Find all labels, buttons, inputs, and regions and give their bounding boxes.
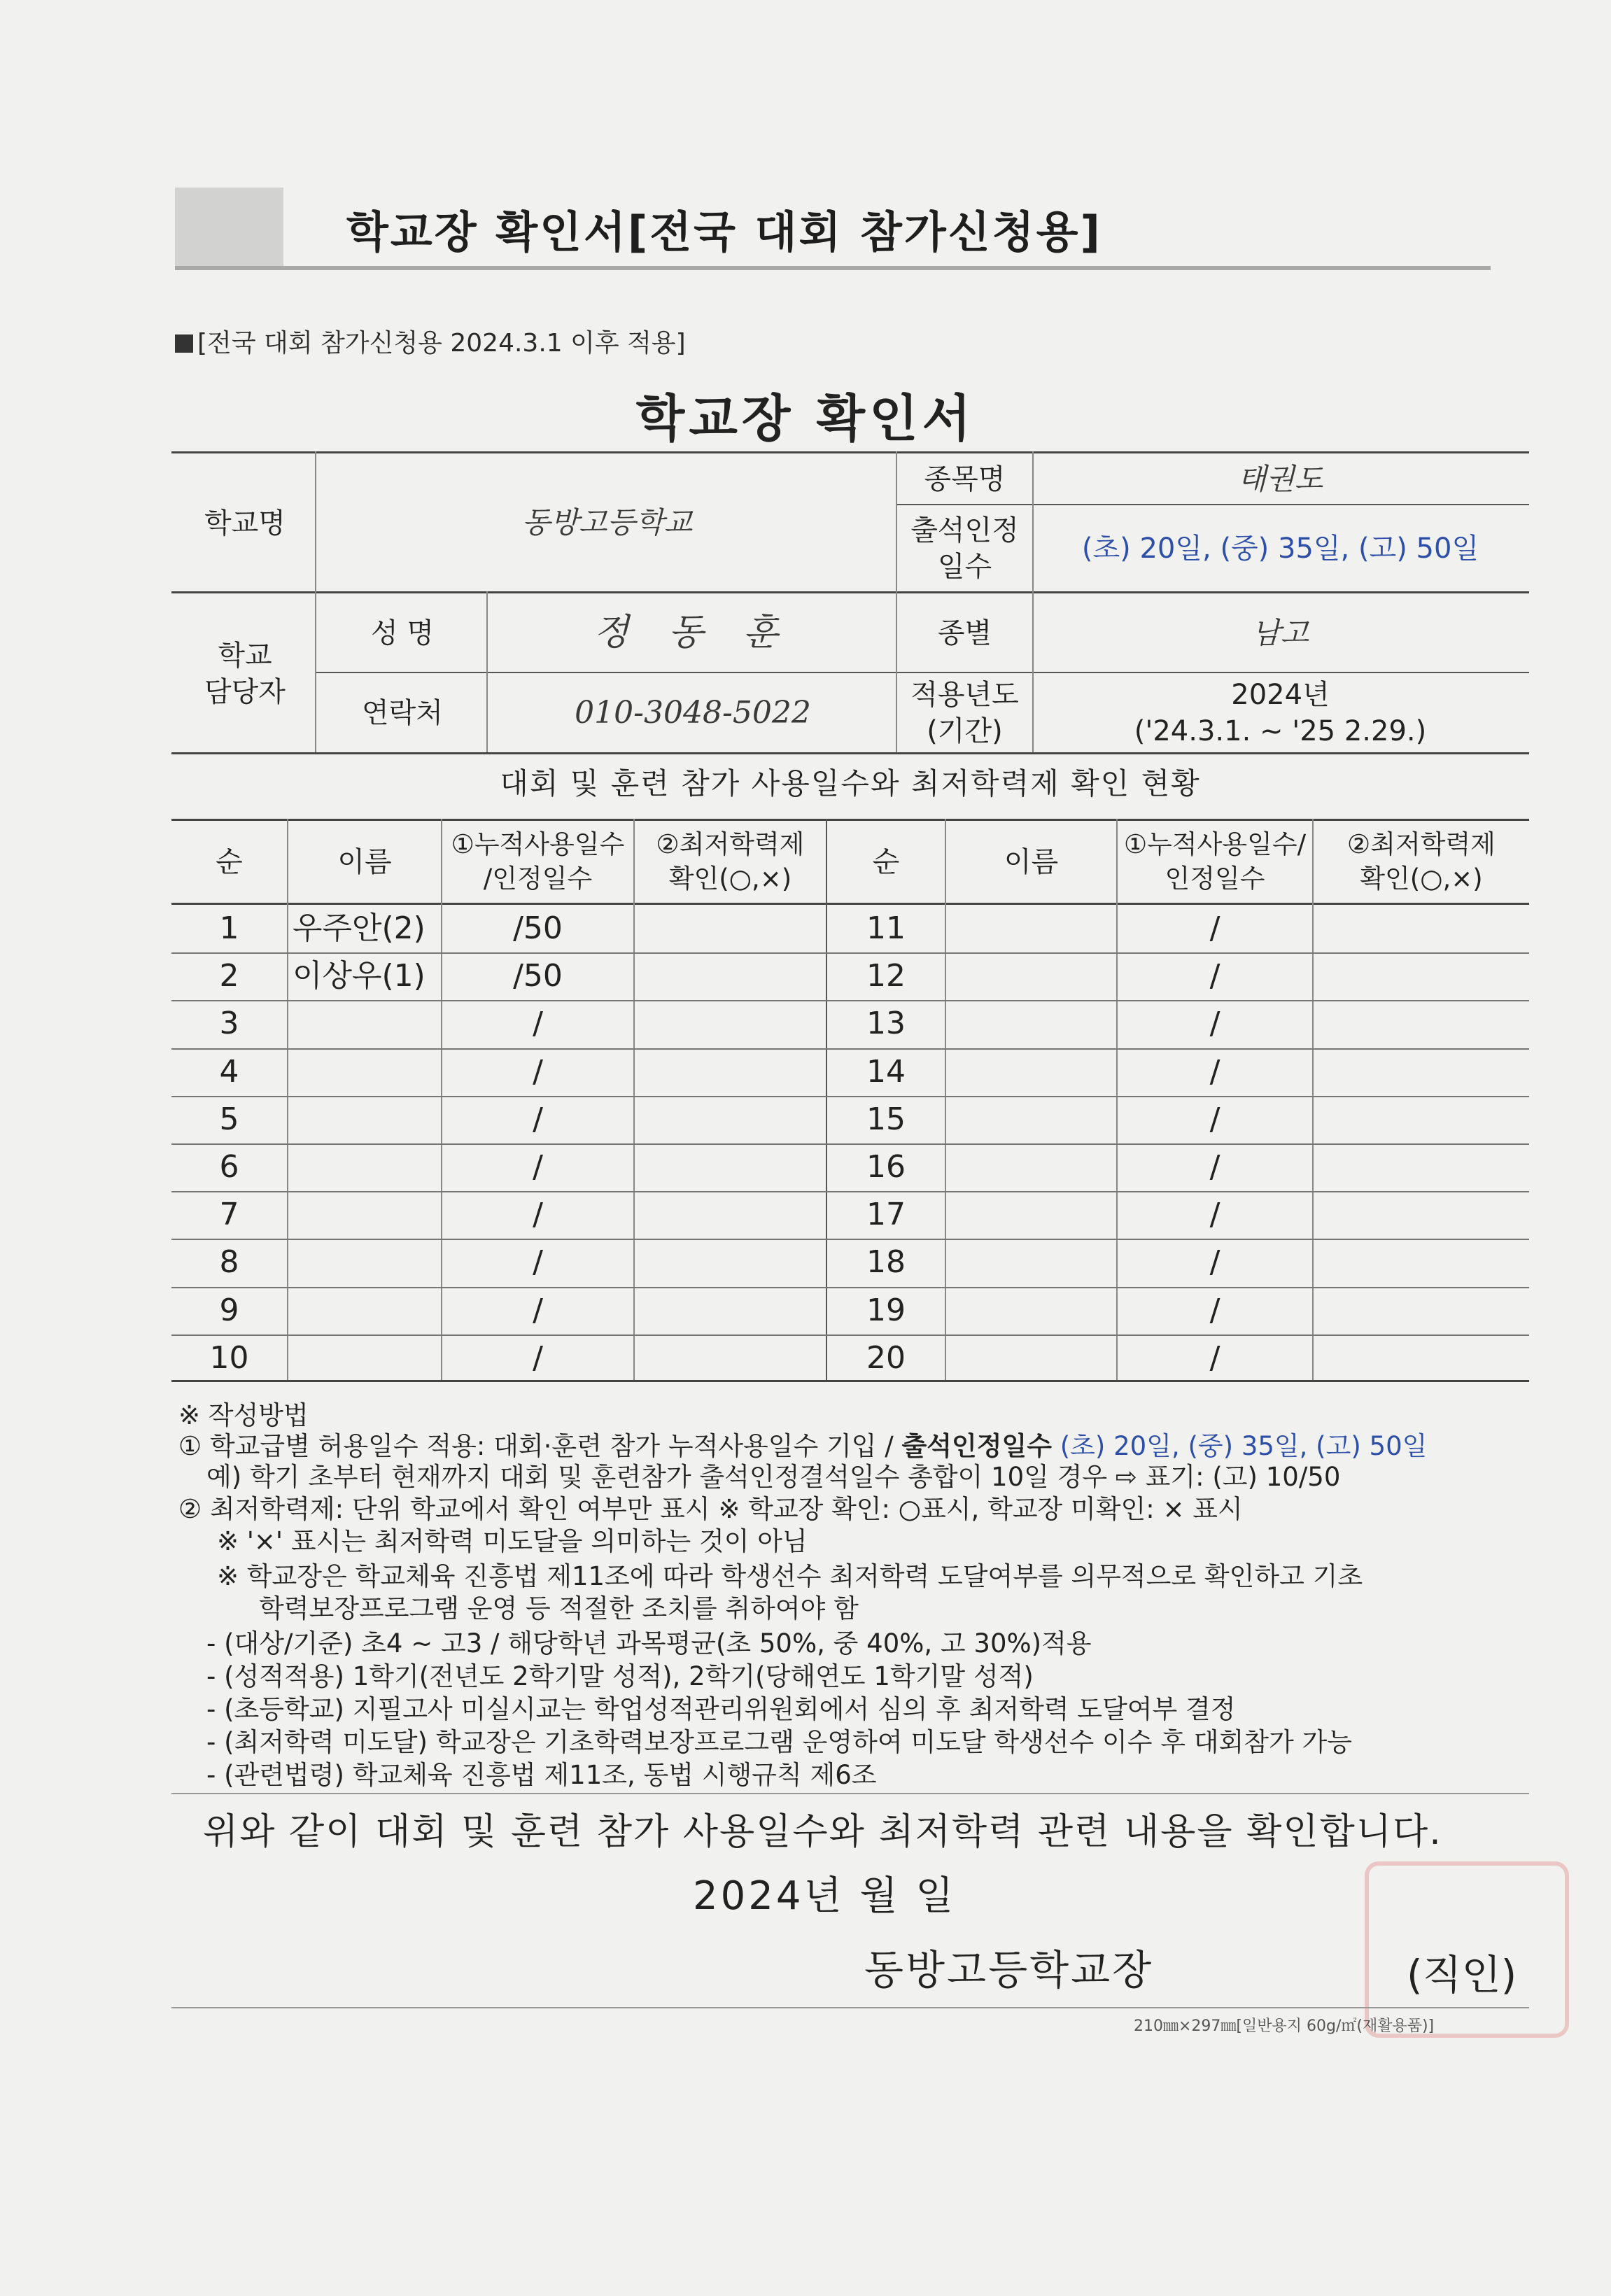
table-left-row-name xyxy=(288,1334,445,1382)
square-bullet-icon xyxy=(175,334,193,353)
table-right-row-no: 18 xyxy=(866,1244,906,1281)
table-right-row-name xyxy=(946,905,1116,952)
contact-label-line2: 담당자 xyxy=(204,675,286,708)
table-left-row-no: 6 xyxy=(219,1149,239,1185)
year-label-line2: (기간) xyxy=(927,714,1003,747)
col-header-no-right: 순 xyxy=(872,845,900,878)
year-label xyxy=(897,673,1032,752)
document-title: 학교장 확인서 xyxy=(635,389,976,448)
table-right-row-no: 11 xyxy=(866,910,906,947)
table-right-row-days: / xyxy=(1209,1101,1220,1138)
table-right-row-days: / xyxy=(1209,1340,1220,1376)
table-right-row-no: 14 xyxy=(866,1054,906,1090)
table-right-row-days: / xyxy=(1209,1149,1220,1185)
col-header-days-right xyxy=(1118,821,1312,903)
instructions-heading: ※ 작성방법 xyxy=(178,1400,309,1430)
col-header-check-line2: 확인(○,×) xyxy=(668,863,792,894)
table-right-row-days: / xyxy=(1209,1244,1220,1281)
attendance-label-line2: 일수 xyxy=(937,550,992,583)
name-value: 정 동 훈 xyxy=(593,612,792,654)
instruction-line-7: - (대상/기준) 초4 ~ 고3 / 해당학년 과목평균(초 50%, 중 40%, 고 30%)적용 xyxy=(206,1628,1092,1658)
attendance-label xyxy=(897,505,1032,591)
table-caption: 대회 및 훈련 참가 사용일수와 최저학력제 확인 현황 xyxy=(500,766,1201,801)
table-left-row-no: 10 xyxy=(209,1340,249,1376)
instruction-line-4: ※ '×' 표시는 최저학력 미도달을 의미하는 것이 아님 xyxy=(217,1526,808,1556)
instruction-line-5: ※ 학교장은 학교체육 진흥법 제11조에 따라 학생선수 최저학력 도달여부를 의무적으로 확인하고 기초 xyxy=(217,1561,1363,1591)
table-right-row-name xyxy=(946,1191,1116,1239)
year-value xyxy=(1034,673,1527,752)
notice-line xyxy=(175,323,686,359)
school-name-label: 학교명 xyxy=(204,507,286,540)
table-right-row-name xyxy=(946,1334,1116,1382)
col-header-days xyxy=(442,821,633,903)
header-underline xyxy=(175,266,1491,270)
table-left-row-days: / xyxy=(533,1293,543,1329)
table-left-row-days: / xyxy=(533,1244,543,1281)
col-header-name: 이름 xyxy=(337,845,392,878)
instruction-line-8: - (성적적용) 1학기(전년도 2학기말 성적), 2학기(당해연도 1학기말 성적) xyxy=(206,1661,1034,1691)
col-header-check-line1: ②최저학력제 xyxy=(656,829,805,860)
table-right-row-no: 15 xyxy=(866,1101,906,1138)
confirmation-text: 위와 같이 대회 및 훈련 참가 사용일수와 최저학력 관련 내용을 확인합니다. xyxy=(203,1811,1442,1853)
instruction-line-1b: 출석인정일수 xyxy=(901,1431,1052,1461)
table-left-row-no: 3 xyxy=(219,1006,239,1042)
col-header-check xyxy=(635,821,826,903)
phone-value: 010-3048-5022 xyxy=(575,694,811,731)
table-left-row-days: / xyxy=(533,1101,543,1138)
col-header-check-right xyxy=(1314,821,1529,903)
table-left-row-no: 7 xyxy=(219,1197,239,1233)
table-left-row-days: / xyxy=(533,1149,543,1185)
instruction-line-11: - (관련법령) 학교체육 진흥법 제11조, 동법 시행규칙 제6조 xyxy=(206,1760,877,1790)
name-label: 성 명 xyxy=(371,617,434,649)
table-left-row-name xyxy=(288,1239,445,1286)
table-left-row-no: 1 xyxy=(219,910,239,947)
table-right-row-no: 12 xyxy=(866,958,906,994)
contact-label-line1: 학교 xyxy=(218,639,272,672)
table-left-row-name xyxy=(288,1048,445,1096)
col-header-days-right-line2: 인정일수 xyxy=(1165,863,1265,894)
table-left-row-no: 4 xyxy=(219,1054,239,1090)
table-right-row-name xyxy=(946,952,1116,1000)
col-header-days-line2: /인정일수 xyxy=(483,863,593,894)
table-left-row-name: 이상우(1) xyxy=(293,958,425,994)
instruction-line-10: - (최저학력 미도달) 학교장은 기초학력보장프로그램 운영하여 미도달 학생선수 이수 후 대회참가 가능 xyxy=(206,1727,1353,1757)
year-value-line1: 2024년 xyxy=(1231,678,1330,711)
col-header-check-right-line1: ②최저학력제 xyxy=(1347,829,1496,860)
table-left-row-no: 2 xyxy=(219,958,239,994)
table-right-row-days: / xyxy=(1209,910,1220,947)
seal-label: (직인) xyxy=(1407,1951,1517,1999)
year-value-line2: ('24.3.1. ~ '25 2.29.) xyxy=(1134,714,1427,747)
notice-text: [전국 대회 참가신청용 2024.3.1 이후 적용] xyxy=(197,329,686,358)
table-left-row-days: /50 xyxy=(513,958,563,994)
col-header-check-right-line2: 확인(○,×) xyxy=(1360,863,1483,894)
table-right-row-days: / xyxy=(1209,1293,1220,1329)
attendance-value: (초) 20일, (중) 35일, (고) 50일 xyxy=(1081,532,1479,565)
table-left-row-name xyxy=(288,1191,445,1239)
table-left-row-no: 9 xyxy=(219,1293,239,1329)
sport-value: 태권도 xyxy=(1237,461,1323,496)
principal-signature: 동방고등학교장 xyxy=(864,1946,1154,1994)
gender-label: 종별 xyxy=(937,617,992,649)
table-left-row-days: / xyxy=(533,1340,543,1376)
instruction-line-1c: (초) 20일, (중) 35일, (고) 50일 xyxy=(1051,1431,1428,1461)
table-right-row-days: / xyxy=(1209,1006,1220,1042)
year-label-line1: 적용년도 xyxy=(910,678,1019,711)
paper-spec-footer: 210㎜×297㎜[일반용지 60g/㎡(재활용품)] xyxy=(1134,2017,1435,2035)
table-left-row-days: / xyxy=(533,1197,543,1233)
col-header-days-right-line1: ①누적사용일수/ xyxy=(1123,829,1307,860)
table-left-row-name xyxy=(288,1287,445,1334)
instruction-line-2: 예) 학기 초부터 현재까지 대회 및 훈련참가 출석인정결석일수 총합이 10일 경우 ⇨ 표기: (고) 10/50 xyxy=(206,1462,1341,1492)
date-line: 2024년 월 일 xyxy=(693,1873,957,1919)
table-right-row-name xyxy=(946,1096,1116,1143)
table-left-row-name xyxy=(288,1000,445,1048)
header-title: 학교장 확인서[전국 대회 참가신청용] xyxy=(346,206,1102,258)
table-right-row-name xyxy=(946,1287,1116,1334)
table-right-row-days: / xyxy=(1209,1197,1220,1233)
col-header-no: 순 xyxy=(216,845,243,878)
table-right-row-no: 19 xyxy=(866,1293,906,1329)
table-right-row-days: / xyxy=(1209,958,1220,994)
instruction-line-9: - (초등학교) 지필고사 미실시교는 학업성적관리위원회에서 심의 후 최저학력 도달여부 결정 xyxy=(206,1694,1236,1724)
table-left-row-days: /50 xyxy=(513,910,563,947)
table-right-row-name xyxy=(946,1000,1116,1048)
table-left-row-no: 8 xyxy=(219,1244,239,1281)
instruction-line-1a: ① 학교급별 허용일수 적용: 대회·훈련 참가 누적사용일수 기입 / xyxy=(178,1431,902,1461)
instruction-line-6: 학력보장프로그램 운영 등 적절한 조치를 취하여야 함 xyxy=(259,1593,859,1624)
table-left-row-name xyxy=(288,1096,445,1143)
attendance-label-line1: 출석인정 xyxy=(910,514,1019,547)
table-left-row-days: / xyxy=(533,1006,543,1042)
school-name-value: 동방고등학교 xyxy=(521,505,693,540)
contact-label xyxy=(175,595,315,752)
gender-value: 남고 xyxy=(1251,615,1309,650)
table-right-row-no: 16 xyxy=(866,1149,906,1185)
table-right-row-name xyxy=(946,1239,1116,1286)
table-right-row-days: / xyxy=(1209,1054,1220,1090)
table-right-row-name xyxy=(946,1143,1116,1191)
table-left-row-name xyxy=(288,1143,445,1191)
col-header-days-line1: ①누적사용일수 xyxy=(451,829,625,860)
phone-label: 연락처 xyxy=(362,696,443,729)
header-decoration xyxy=(175,188,283,270)
table-left-row-name: 우주안(2) xyxy=(293,910,425,947)
table-left-row-no: 5 xyxy=(219,1101,239,1138)
table-left-row-days: / xyxy=(533,1054,543,1090)
table-right-row-name xyxy=(946,1048,1116,1096)
table-right-row-no: 17 xyxy=(866,1197,906,1233)
instruction-line-3: ② 최저학력제: 단위 학교에서 확인 여부만 표시 ※ 학교장 확인: ○표시, 학교장 미확인: × 표시 xyxy=(178,1494,1243,1524)
table-right-row-no: 13 xyxy=(866,1006,906,1042)
col-header-name-right: 이름 xyxy=(1004,845,1059,878)
sport-label: 종목명 xyxy=(924,463,1006,495)
table-right-row-no: 20 xyxy=(866,1340,906,1376)
